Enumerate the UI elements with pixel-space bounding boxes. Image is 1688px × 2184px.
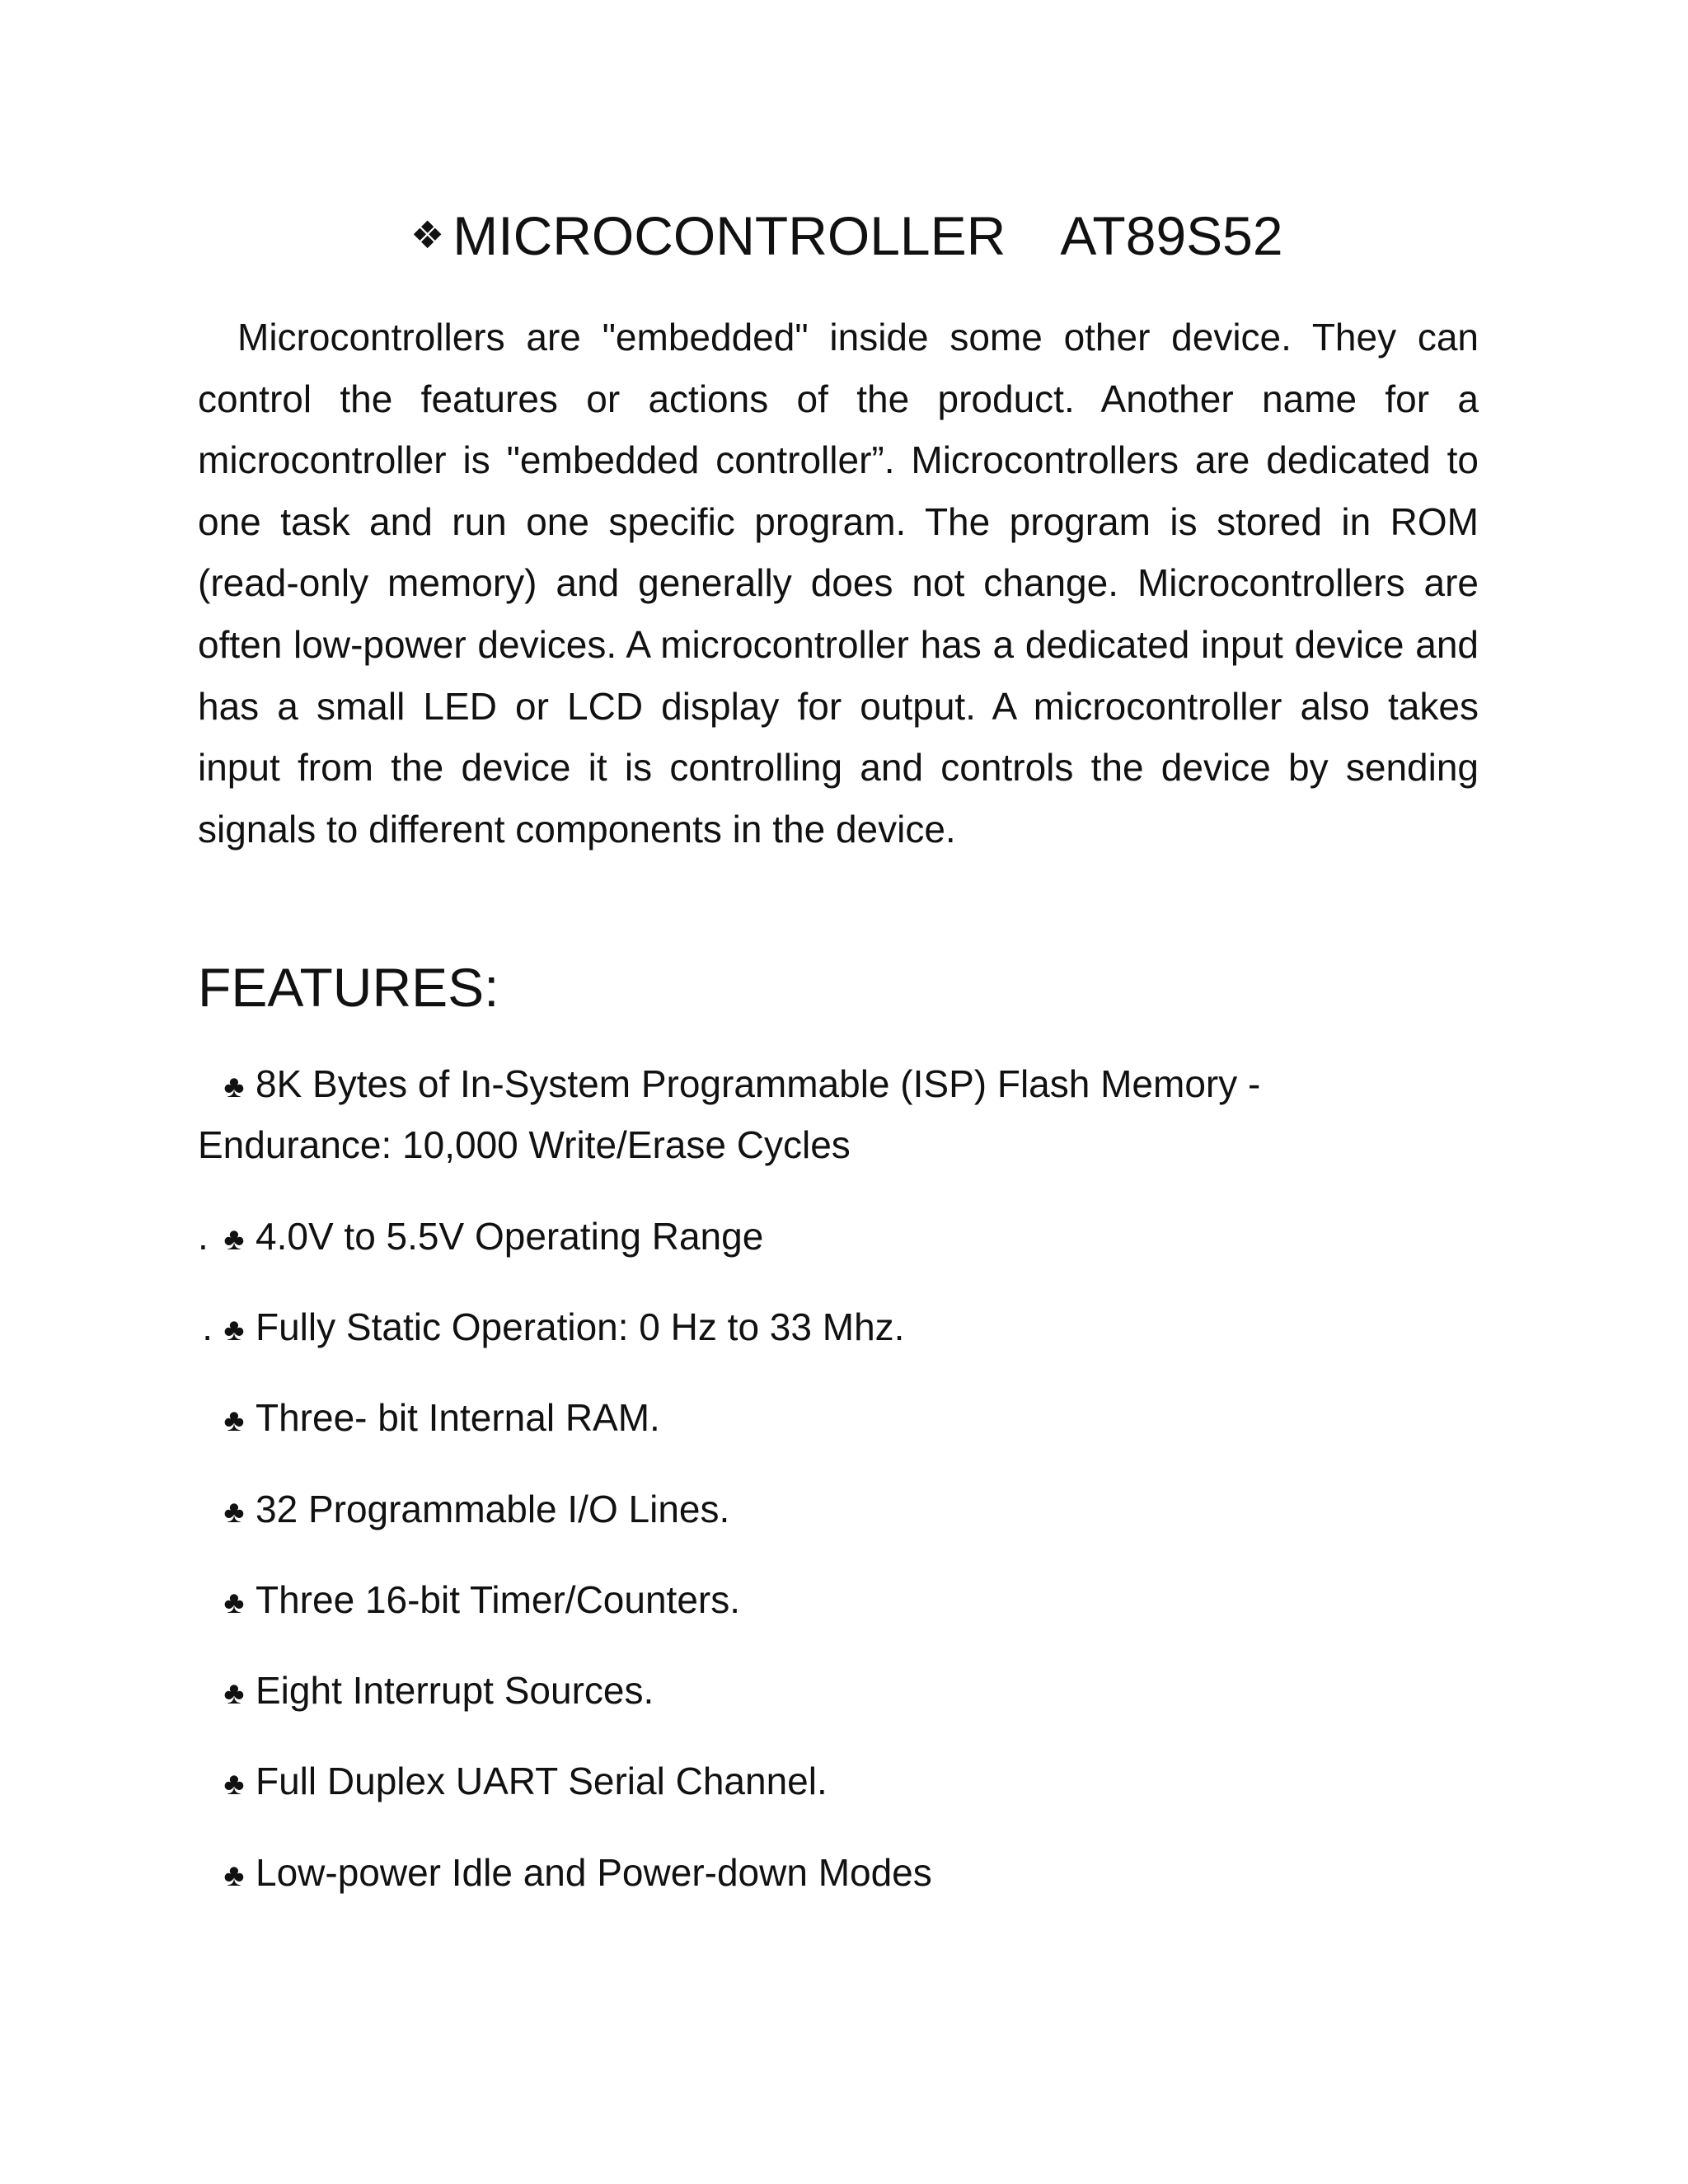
club-bullet-icon: ♣: [223, 1222, 245, 1257]
feature-text: 4.0V to 5.5V Operating Range: [256, 1215, 764, 1258]
feature-text: Full Duplex UART Serial Channel.: [256, 1760, 828, 1802]
feature-item: [198, 1660, 654, 1724]
feature-text: Eight Interrupt Sources.: [256, 1669, 654, 1712]
feature-text: 32 Programmable I/O Lines.: [256, 1488, 730, 1530]
club-bullet-icon: ♣: [223, 1070, 245, 1104]
feature-text: Three- bit Internal RAM.: [256, 1396, 660, 1439]
feature-text: Endurance: 10,000 Write/Erase Cycles: [198, 1123, 851, 1166]
title-model: AT89S52: [1060, 205, 1283, 266]
feature-text: 8K Bytes of In-System Programmable (ISP) Flash Memory -: [256, 1062, 1261, 1105]
feature-item: [198, 1387, 660, 1451]
feature-item: [198, 1750, 828, 1815]
feature-item-continuation: [198, 1114, 851, 1175]
title-main: MICROCONTROLLER: [452, 205, 1006, 266]
club-bullet-icon: ♣: [223, 1404, 245, 1438]
feature-item: [198, 1842, 932, 1906]
feature-item: [198, 1053, 1260, 1118]
feature-item: [198, 1206, 763, 1270]
club-bullet-icon: ♣: [223, 1858, 245, 1893]
diamond-bullet-icon: ❖: [410, 213, 445, 256]
feature-text: Three 16-bit Timer/Counters.: [256, 1578, 741, 1621]
feature-item: [198, 1569, 740, 1633]
features-heading: FEATURES:: [198, 957, 499, 1018]
club-bullet-icon: ♣: [223, 1586, 245, 1620]
club-bullet-icon: ♣: [223, 1495, 245, 1530]
feature-text: Low-power Idle and Power-down Modes: [256, 1851, 932, 1894]
feature-prefix: .: [198, 1215, 209, 1258]
club-bullet-icon: ♣: [223, 1313, 245, 1347]
feature-text: Fully Static Operation: 0 Hz to 33 Mhz.: [256, 1305, 905, 1348]
club-bullet-icon: ♣: [223, 1767, 245, 1802]
club-bullet-icon: ♣: [223, 1676, 245, 1711]
intro-paragraph: Microcontrollers are "embedded" inside some other device. They can control the features or actions of the product. Another name for a microcontroller is "embedded controller”. Microcontrollers are dedicated to one task and run one specific program. The program is stored in ROM (read-only memory) and generally does not change. Microcontrollers are often low-power devices. A microcontroller has a dedicated input device and has a small LED or LCD display for output. A microcontroller also takes input from the device it is controlling and controls the device by sending signals to different components in the device.: [198, 316, 1479, 851]
feature-item: [198, 1479, 729, 1543]
feature-item: [198, 1296, 904, 1361]
page-title: [410, 202, 1283, 269]
feature-prefix: .: [202, 1305, 213, 1348]
